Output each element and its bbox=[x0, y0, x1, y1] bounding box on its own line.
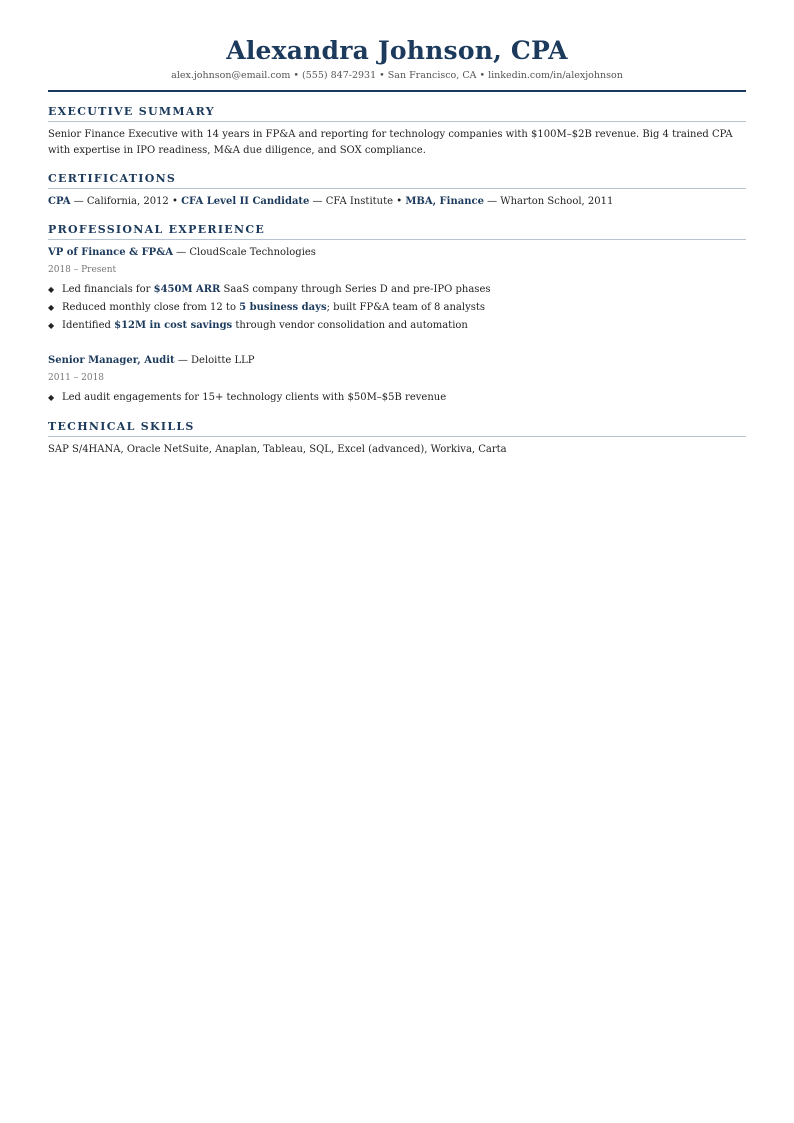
cert-separator: • bbox=[168, 196, 182, 207]
diamond-bullet-icon: ◆ bbox=[48, 393, 55, 402]
bullet-text: Reduced monthly close from 12 to bbox=[62, 302, 240, 313]
diamond-bullet-icon: ◆ bbox=[48, 285, 55, 294]
diamond-bullet-icon: ◆ bbox=[48, 303, 55, 312]
job-company: — CloudScale Technologies bbox=[172, 247, 316, 258]
skills-text: SAP S/4HANA, Oracle NetSuite, Anaplan, Tableau, SQL, Excel (advanced), Workiva, Carta bbox=[48, 444, 507, 455]
job-title: Senior Manager, Audit bbox=[48, 355, 175, 366]
resume-page bbox=[48, 0, 746, 458]
bullet-item bbox=[48, 389, 746, 407]
cert-name: MBA, Finance bbox=[405, 196, 484, 207]
section-divider bbox=[48, 239, 746, 240]
section-title-summary: EXECUTIVE SUMMARY bbox=[48, 105, 215, 118]
job-heading bbox=[48, 245, 746, 261]
bullet-text: Identified bbox=[62, 320, 115, 331]
job-heading bbox=[48, 353, 746, 369]
skills-section bbox=[48, 419, 746, 458]
job-bullets bbox=[48, 281, 746, 335]
certifications-section bbox=[48, 171, 746, 210]
bullet-text: Led audit engagements for 15+ technology clients with $50M–$5B revenue bbox=[62, 392, 447, 403]
cert-separator: • bbox=[393, 196, 406, 207]
bullet-highlight: 5 business days bbox=[239, 302, 327, 313]
bullet-highlight: $450M ARR bbox=[153, 284, 221, 295]
section-divider bbox=[48, 436, 746, 437]
bullet-text: SaaS company through Series D and pre-IPO phases bbox=[220, 284, 491, 295]
resume-header bbox=[48, 0, 746, 82]
section-title-certifications: CERTIFICATIONS bbox=[48, 172, 177, 185]
cert-name: CFA Level II Candidate bbox=[181, 196, 310, 207]
bullet-item bbox=[48, 317, 746, 335]
section-title-experience: PROFESSIONAL EXPERIENCE bbox=[48, 223, 266, 236]
bullet-item bbox=[48, 299, 746, 317]
bullet-item bbox=[48, 281, 746, 299]
bullet-highlight: $12M in cost savings bbox=[114, 320, 233, 331]
contact-line: alex.johnson@email.com • (555) 847-2931 • San Francisco, CA • linkedin.com/in/alexjohnson bbox=[171, 70, 623, 81]
section-title-skills: TECHNICAL SKILLS bbox=[48, 420, 195, 433]
job-dates: 2011 – 2018 bbox=[48, 373, 105, 383]
summary-section bbox=[48, 104, 746, 159]
diamond-bullet-icon: ◆ bbox=[48, 321, 55, 330]
job-title: VP of Finance & FP&A bbox=[48, 247, 173, 258]
bullet-text: Led financials for bbox=[62, 284, 154, 295]
section-divider bbox=[48, 121, 746, 122]
section-divider bbox=[48, 188, 746, 189]
cert-detail: — Wharton School, 2011 bbox=[483, 196, 614, 207]
bullet-text: ; built FP&A team of 8 analysts bbox=[326, 302, 486, 313]
cert-detail: — California, 2012 bbox=[70, 196, 169, 207]
job-entry bbox=[48, 353, 746, 407]
job-dates: 2018 – Present bbox=[48, 265, 117, 275]
candidate-name: Alexandra Johnson, CPA bbox=[226, 36, 568, 65]
header-divider bbox=[48, 90, 746, 92]
job-entry bbox=[48, 245, 746, 335]
cert-name: CPA bbox=[48, 196, 71, 207]
certifications-line bbox=[48, 194, 746, 210]
job-company: — Deloitte LLP bbox=[174, 355, 255, 366]
bullet-text: through vendor consolidation and automation bbox=[232, 320, 468, 331]
job-bullets bbox=[48, 389, 746, 407]
experience-section bbox=[48, 222, 746, 407]
summary-text: Senior Finance Executive with 14 years in FP&A and reporting for technology companies with $100M–$2B revenue. Big 4 trained CPA with expertise in IPO readiness, M&A due diligence, and SOX compliance. bbox=[48, 129, 733, 156]
cert-detail: — CFA Institute bbox=[309, 196, 394, 207]
